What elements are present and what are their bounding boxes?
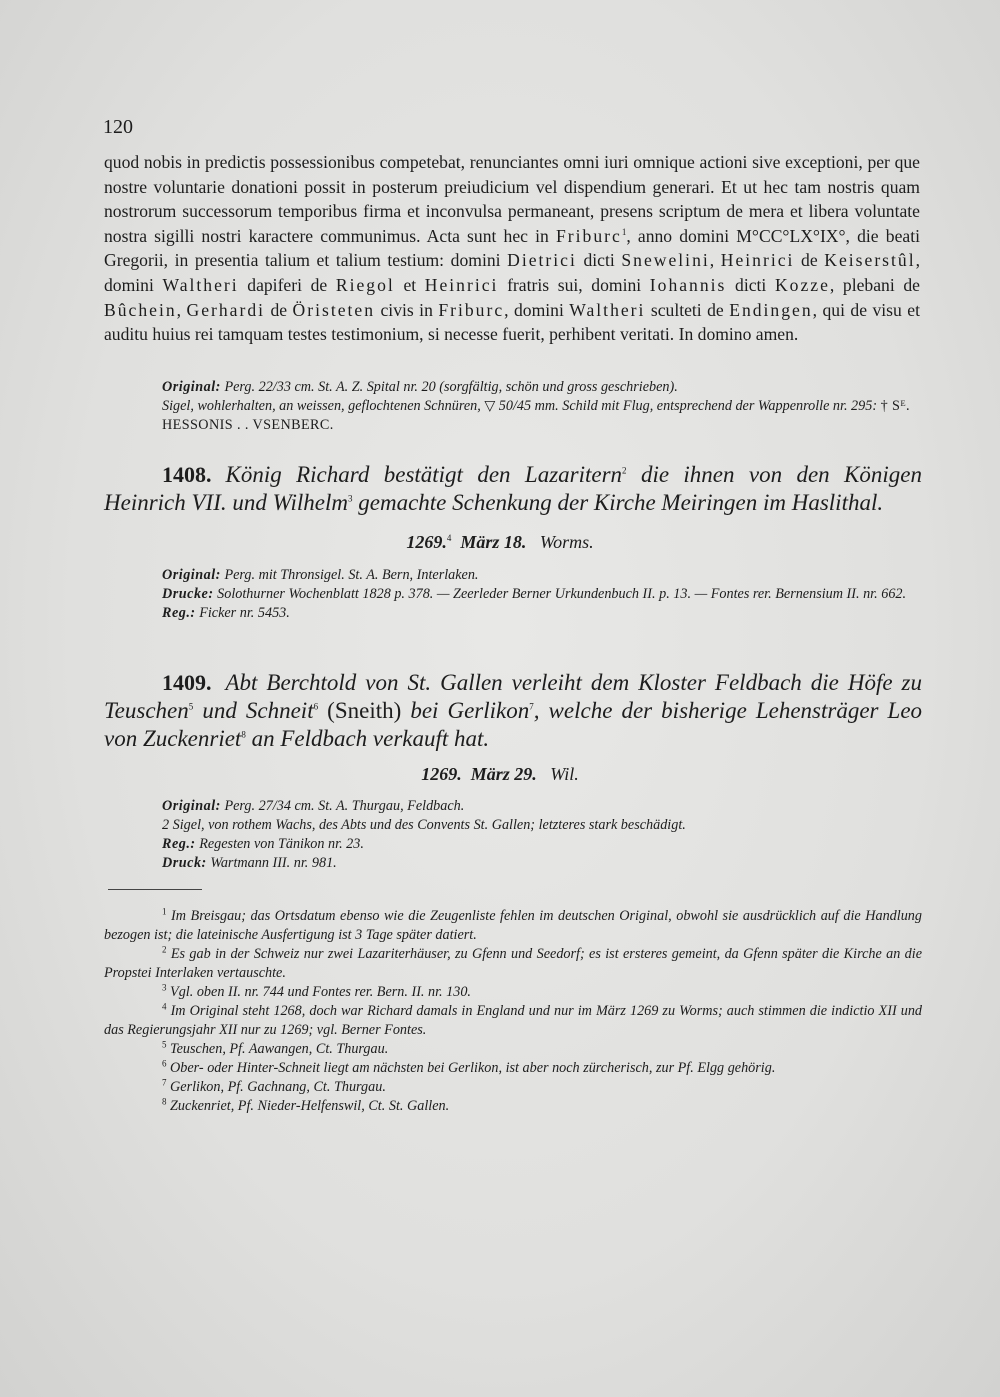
note-text: Perg. 22/33 cm. St. A. Z. Spital nr. 20 (sorgfältig, schön und gross geschrieben). <box>224 379 678 395</box>
note-line <box>104 585 922 604</box>
date-place: Wil. <box>550 764 579 784</box>
date-day: März 29. <box>470 764 537 784</box>
person-name: Heinrici <box>424 274 499 295</box>
footnote-text: Im Breisgau; das Ortsdatum ebenso wie die Zeugenliste fehlen im deutschen Original, obwohl sie ausdrücklich auf die Handlung bezogen ist; die lateinische Ausfertigung ist 3 Tage später datiert. <box>104 908 922 943</box>
footnote-ref: 8 <box>241 729 246 740</box>
entry-heading-1409 <box>104 669 922 753</box>
note-text: Perg. 27/34 cm. St. A. Thurgau, Feldbach. <box>224 798 465 814</box>
footnote-ref: 6 <box>313 701 319 712</box>
footnote <box>104 945 922 983</box>
place-name: Öristeten <box>292 299 376 320</box>
note-text: 2 Sigel, von rothem Wachs, des Abts und des Convents St. Gallen; letzteres stark beschädigt. <box>162 817 686 833</box>
footnote-text: Teuschen, Pf. Aawangen, Ct. Thurgau. <box>170 1041 389 1057</box>
footnote-number: 8 <box>162 1096 167 1107</box>
footnote-divider <box>108 889 202 890</box>
body-text: dicti <box>735 274 767 295</box>
heading-text: die ihnen von den Königen Heinrich VII. und Wilhelm <box>104 462 922 515</box>
body-text: sculteti de <box>650 299 724 320</box>
place-name: Friburc <box>438 299 505 320</box>
heading-text: und Schneit <box>202 698 314 723</box>
heading-text: Abt Berchtold von St. Gallen verleiht dem Kloster Feldbach die Höfe zu Teuschen <box>104 670 922 723</box>
footnote-text: Vgl. oben II. nr. 744 und Fontes rer. Bern. II. nr. 130. <box>170 984 471 1000</box>
person-name: Heinrici <box>720 250 795 271</box>
date-place: Worms. <box>539 532 594 552</box>
page-number: 120 <box>103 116 133 138</box>
body-text: , <box>176 299 182 320</box>
body-text: , qui de visu et auditu huius rei tamquam testes testimonium, si necesse fuerit, perhibent veritati. In domino amen. <box>104 299 920 345</box>
footnote-number: 4 <box>162 1001 167 1012</box>
source-note-1409 <box>104 797 922 873</box>
heading-text: gemachte Schenkung der Kirche Meiringen im Haslithal. <box>358 490 884 515</box>
place-name: Endingen <box>729 299 813 320</box>
charter-text <box>104 150 920 347</box>
body-text: civis in <box>380 299 433 320</box>
note-label: Original: <box>162 567 221 583</box>
place-name: Riegol <box>335 274 395 295</box>
person-name: Iohannis <box>649 274 727 295</box>
place-name: Friburc <box>556 225 622 246</box>
note-line <box>104 566 922 585</box>
footnote <box>104 983 922 1002</box>
footnote-ref: 3 <box>348 493 353 504</box>
heading-text: König Richard bestätigt den Lazaritern <box>225 462 623 487</box>
seal-legend: † Sᴱ. HESSONIS . . VSENBERC. <box>162 398 910 433</box>
charter-paragraph <box>104 150 920 347</box>
note-line <box>104 397 922 435</box>
body-text: dapiferi de <box>247 274 328 295</box>
person-name: Waltheri <box>569 299 646 320</box>
entry-heading-1408 <box>104 461 922 517</box>
note-label: Reg.: <box>162 605 196 621</box>
date-year: 1269. <box>406 532 447 552</box>
footnote <box>104 1040 922 1059</box>
body-text: , <box>709 250 715 271</box>
heading-text: an Feldbach verkauft hat. <box>251 726 490 751</box>
body-text: de <box>270 299 288 320</box>
footnote-number: 6 <box>162 1058 167 1069</box>
body-text: fratris sui, domini <box>507 274 642 295</box>
date-day: März 18. <box>460 532 527 552</box>
source-note <box>104 378 922 435</box>
footnote-ref: 4 <box>446 533 452 543</box>
place-name: Keiserstûl <box>824 250 916 271</box>
note-label: Original: <box>162 798 221 814</box>
note-text: Ficker nr. 5453. <box>199 605 290 621</box>
heading-text: (Sneith) <box>327 698 402 723</box>
footnote-text: Zuckenriet, Pf. Nieder-Helfenswil, Ct. St. Gallen. <box>170 1098 450 1114</box>
entry-number: 1408. <box>162 462 212 487</box>
body-text: de <box>801 250 818 271</box>
footnote-number: 5 <box>162 1039 167 1050</box>
person-name: Dietrici <box>507 250 577 271</box>
heading-text: bei Gerlikon <box>410 698 530 723</box>
footnote-ref: 1 <box>621 226 627 237</box>
footnote <box>104 1078 922 1097</box>
note-text: Solothurner Wochenblatt 1828 p. 378. — Zeerleder Berner Urkundenbuch II. p. 13. — Fontes rer. Bernensium II. nr. 662. <box>217 586 907 602</box>
note-label: Reg.: <box>162 836 196 852</box>
footnote-number: 2 <box>162 944 167 955</box>
footnote-number: 7 <box>162 1077 167 1088</box>
person-name: Kozze <box>774 274 830 295</box>
note-text: Perg. mit Thronsigel. St. A. Bern, Interlaken. <box>224 567 479 583</box>
note-line <box>104 797 922 816</box>
body-text: , plebani de <box>829 274 920 295</box>
body-text: , domini <box>104 250 921 295</box>
heading-text: , welche der bisherige Lehensträger Leo von Zuckenriet <box>104 698 923 751</box>
footnote-number: 3 <box>162 982 167 993</box>
place-name: Bûchein <box>104 299 177 320</box>
note-label: Original: <box>162 379 221 395</box>
footnote <box>104 1059 922 1078</box>
person-name: Snewelini <box>621 250 710 271</box>
body-text: dicti <box>583 250 615 271</box>
person-name: Gerhardi <box>186 299 266 320</box>
footnote <box>104 1002 922 1040</box>
entry-date-1409 <box>0 764 1000 785</box>
footnote <box>104 907 922 945</box>
note-line <box>104 816 922 835</box>
footnote-ref: 7 <box>529 701 534 712</box>
note-text: Regesten von Tänikon nr. 23. <box>199 836 364 852</box>
entry-number: 1409. <box>162 670 212 695</box>
footnote-text: Gerlikon, Pf. Gachnang, Ct. Thurgau. <box>170 1079 386 1095</box>
body-text: , domini <box>504 299 564 320</box>
footnote-text: Es gab in der Schweiz nur zwei Lazariterhäuser, zu Gfenn und Seedorf; es ist ersteres gemeint, da Gfenn später die Kirche an die Propstei Interlaken vertauschte. <box>104 946 923 981</box>
footnote-text: Ober- oder Hinter-Schneit liegt am nächsten bei Gerlikon, ist aber noch zürcherisch, zur Pf. Elgg gehörig. <box>170 1060 776 1076</box>
footnote-ref: 5 <box>188 701 194 712</box>
note-line <box>104 378 922 397</box>
note-text: Sigel, wohlerhalten, an weissen, geflochtenen Schnüren, ▽ 50/45 mm. Schild mit Flug, entsprechend der Wappenrolle nr. 295: <box>162 398 878 414</box>
footnote-text: Im Original steht 1268, doch war Richard damals in England und nur im März 1269 zu Worms; auch stimmen die indictio XII und das Regierungsjahr XII nur zu 1269; vgl. Berner Fontes. <box>104 1003 923 1038</box>
note-label: Druck: <box>162 855 207 871</box>
note-text: Wartmann III. nr. 981. <box>210 855 337 871</box>
source-note-1408 <box>104 566 922 623</box>
note-label: Drucke: <box>162 586 214 602</box>
footnotes <box>104 907 922 1116</box>
date-year: 1269. <box>421 764 462 784</box>
note-line <box>104 604 922 623</box>
entry-date-1408 <box>0 532 1000 553</box>
body-text: quod nobis in predictis possessionibus competebat, renunciantes omni iuri omnique actioni sive exceptioni, per que nostre voluntarie donationi possit in posterum preiudicium vel dispendium generari. Et ut hec tam nostris quam nostrorum successorum temporibus firma et inconvulsa permaneant, presens scriptum de mera et libera voluntate nostra sigilli nostri karactere communimus. Acta sunt hec in <box>104 152 920 246</box>
footnote <box>104 1097 922 1116</box>
body-text: et <box>403 274 417 295</box>
note-line <box>104 854 922 873</box>
person-name: Waltheri <box>162 274 239 295</box>
footnote-number: 1 <box>162 906 167 917</box>
body-text: , anno domini M°CC°LX°IX°, die beati Gregorii, in presentia talium et talium testium: domini <box>104 225 920 271</box>
note-line <box>104 835 922 854</box>
footnote-ref: 2 <box>622 465 627 476</box>
